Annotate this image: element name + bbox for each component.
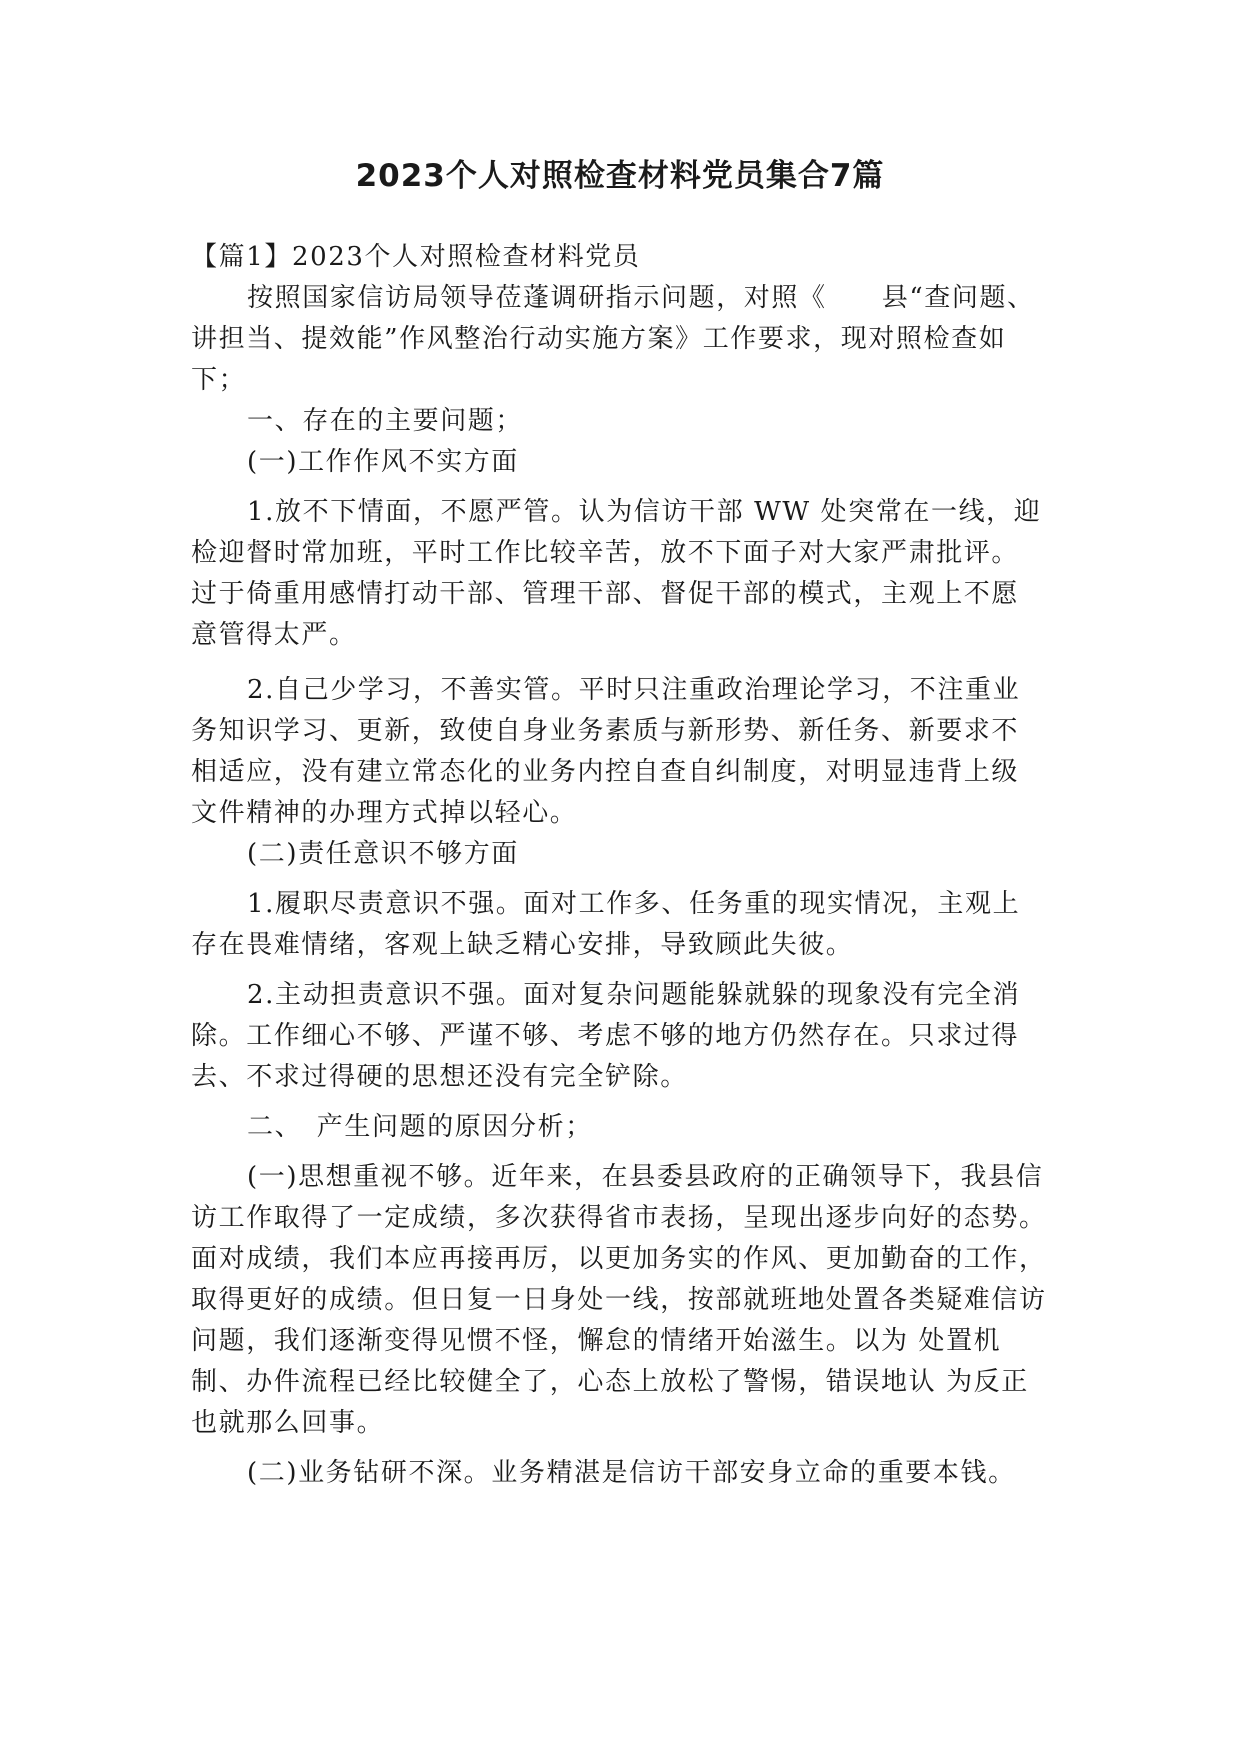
intro-paragraph: 按照国家信访局领导莅蓬调研指示问题，对照《 县“查问题、 讲担当、提效能”作风整治行动实施方案》工作要求，现对照检查如 [191,283,1035,354]
document-title: 2023个人对照检查材料党员集合7篇 [355,158,885,194]
heading-main-problems: 一、存在的主要问题； [247,406,524,436]
document-body [191,237,1053,1494]
section-heading: 【篇1】2023个人对照检查材料党员 [191,242,641,272]
paragraph-item: (一)思想重视不够。近年来，在县委县政府的正确领导下，我县信访工作取得了一定成绩，多次获得省市表扬，呈现出逐步向好的态势。面对成绩，我们本应再接再厉，以更加务实的作风、更加勤奋的工作，取得更好的成绩。但日复一日身处一线，按部就班地处置各类疑难信访问题，我们逐渐变得见惯不怪，懈怠的情绪开始滋生。以为 处置机制、办件流程已经比较健全了，心态上放松了警惕，错误地认 为反正也就那么回事。 [191,1162,1047,1438]
paragraph-item: 2.自己少学习，不善实管。平时只注重政治理论学习，不注重业 务知识学习、更新，致使自身业务素质与新形势、新任务、新要求不 相适应，没有建立常态化的业务内控自查自纠制度，对明显违背上级 文件精神的办理方式掉以轻心。 [191,675,1021,828]
paragraph-item: 1.履职尽责意识不强。面对工作多、任务重的现实情况，主观上 存在畏难情绪，客观上缺乏精心安排，导致顾此失彼。 [191,889,1021,960]
paragraph-item: 2.主动担责意识不强。面对复杂问题能躲就躲的现象没有完全消除。工作细心不够、严谨不够、考虑不够的地方仍然存在。只求过得去、不求过得硬的思想还没有完全铲除。 [191,980,1021,1092]
heading-cause-analysis: 二、 产生问题的原因分析； [247,1112,593,1142]
paragraph-item: (二)业务钻研不深。业务精湛是信访干部安身立命的重要本钱。 [247,1458,1016,1488]
subheading-work-style: (一)工作作风不实方面 [247,447,519,477]
subheading-responsibility: (二)责任意识不够方面 [247,839,519,869]
paragraph-item: 1.放不下情面，不愿严管。认为信访干部 WW 处突常在一线，迎 检迎督时常加班，平时工作比较辛苦，放不下面子对大家严肃批评。 过于倚重用感情打动干部、管理干部、督促干部的模式，主观上不愿 意管得太严。 [191,497,1042,650]
intro-continuation: 下； [191,365,247,395]
